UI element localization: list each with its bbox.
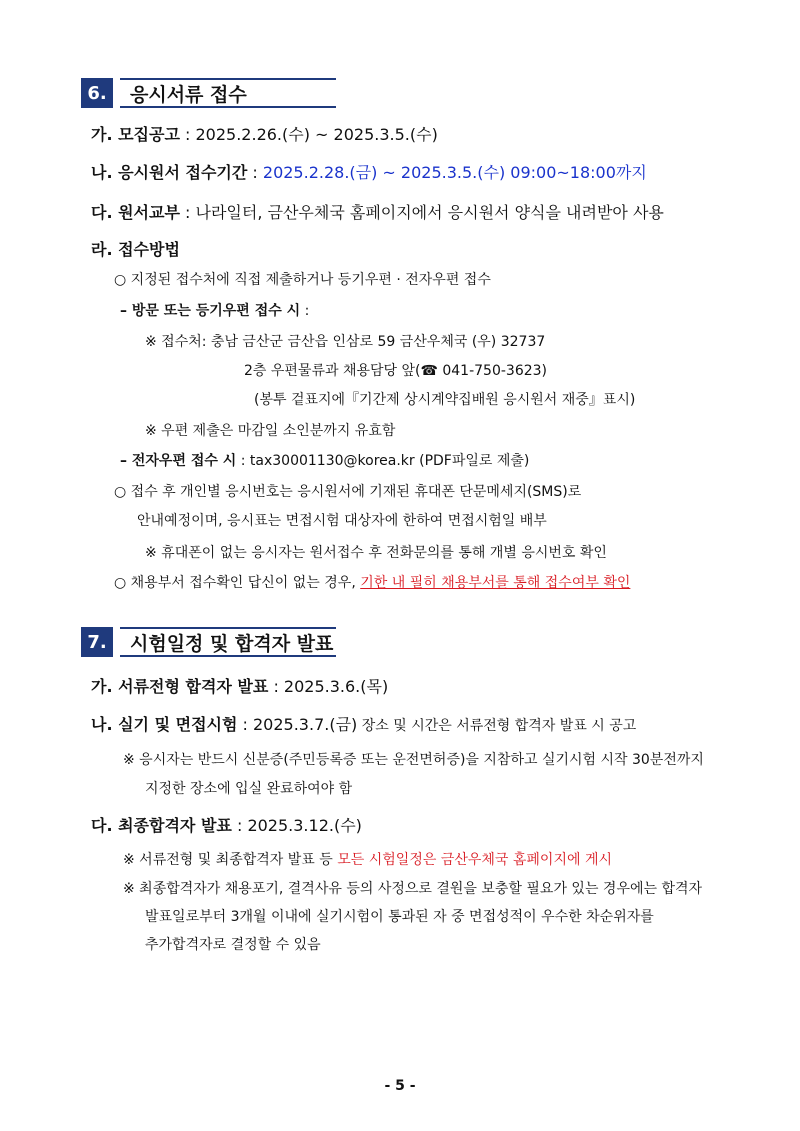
- bullet-confirm-receipt: ○ 채용부서 접수확인 답신이 없는 경우, 기한 내 필히 채용부서를 통해 접수여부 확인: [114, 575, 631, 591]
- schedule-posting-note: ※ 서류전형 및 최종합격자 발표 등 모든 시험일정은 금산우체국 홈페이지에 게시: [123, 852, 613, 868]
- additional-pass-note-1: ※ 최종합격자가 채용포기, 결격사유 등의 사정으로 결원을 보충할 필요가 있는 경우에는 합격자: [123, 881, 703, 897]
- email-submission-line: – 전자우편 접수 시 : tax30001130@korea.kr (PDF파일로 제출): [120, 453, 530, 469]
- section-7-header: [81, 627, 336, 657]
- section-title: 응시서류 접수: [120, 78, 336, 108]
- section-number: 6.: [81, 78, 113, 108]
- address-line-3: (봉투 겉표지에『기간제 상시계약집배원 응시원서 재중』표시): [254, 392, 636, 408]
- section-number: 7.: [81, 627, 113, 657]
- id-requirement-note-1: ※ 응시자는 반드시 신분증(주민등록증 또는 운전면허증)을 지참하고 실기시험 시작 30분전까지: [123, 752, 704, 768]
- page-number: - 5 -: [384, 1078, 416, 1094]
- additional-pass-note-3: 추가합격자로 결정할 수 있음: [145, 937, 321, 953]
- bullet-sms-notice-1: ○ 접수 후 개인별 응시번호는 응시원서에 기재된 휴대폰 단문메세지(SMS)로: [114, 484, 582, 500]
- visit-mail-label: – 방문 또는 등기우편 접수 시 :: [120, 303, 310, 319]
- bullet-submission-ways: ○ 지정된 접수처에 직접 제출하거나 등기우편 · 전자우편 접수: [114, 272, 491, 288]
- recruit-notice-line: 가. 모집공고 : 2025.2.26.(수) ~ 2025.3.5.(수): [91, 125, 438, 144]
- application-period-line: 나. 응시원서 접수기간 : 2025.2.28.(금) ~ 2025.3.5.(수) 09:00~18:00까지: [91, 163, 647, 182]
- section-6-header: [81, 78, 336, 108]
- bullet-sms-notice-2: 안내예정이며, 응시표는 면접시험 대상자에 한하여 면접시험일 배부: [137, 513, 547, 529]
- phone-note: ※ 휴대폰이 없는 응시자는 원서접수 후 전화문의를 통해 개별 응시번호 확인: [145, 545, 607, 561]
- section-title: 시험일정 및 합격자 발표: [120, 627, 336, 657]
- address-line-2: 2층 우편물류과 채용담당 앞(☎ 041-750-3623): [244, 363, 548, 379]
- practical-interview-line: 나. 실기 및 면접시험 : 2025.3.7.(금) 장소 및 시간은 서류전형 합격자 발표 시 공고: [91, 715, 637, 734]
- additional-pass-note-2: 발표일로부터 3개월 이내에 실기시험이 통과된 자 중 면접성적이 우수한 차순위자를: [145, 909, 654, 925]
- address-line-1: ※ 접수처: 충남 금산군 금산읍 인삼로 59 금산우체국 (우) 32737: [145, 334, 546, 350]
- final-result-line: 다. 최종합격자 발표 : 2025.3.12.(수): [91, 816, 362, 835]
- document-screening-line: 가. 서류전형 합격자 발표 : 2025.3.6.(목): [91, 677, 389, 696]
- submission-method-heading: 라. 접수방법: [91, 240, 180, 259]
- mail-deadline-note: ※ 우편 제출은 마감일 소인분까지 유효함: [145, 423, 396, 439]
- form-distribution-line: 다. 원서교부 : 나라일터, 금산우체국 홈페이지에서 응시원서 양식을 내려받아 사용: [91, 203, 664, 222]
- id-requirement-note-2: 지정한 장소에 입실 완료하여야 함: [145, 781, 353, 797]
